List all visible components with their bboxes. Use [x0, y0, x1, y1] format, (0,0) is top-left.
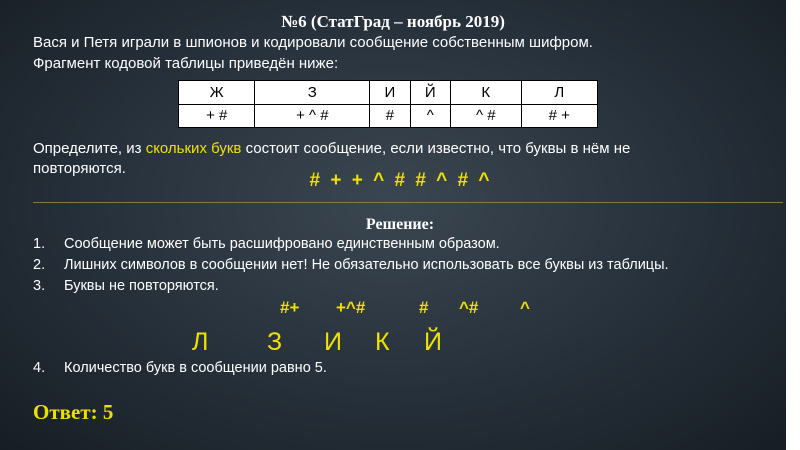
code-group: #: [419, 298, 429, 317]
solution-item: [33, 360, 327, 376]
item-number: 4.: [33, 360, 46, 376]
code-table-codes-row: [179, 104, 598, 128]
code-table: [178, 80, 598, 128]
intro-line-1: Вася и Петя играли в шпионов и кодировали сообщение собственным шифром.: [33, 34, 593, 51]
question-text: Определите, из: [33, 140, 146, 157]
question-line-1: [33, 140, 630, 157]
code-group: #+: [280, 298, 300, 317]
decoded-letter: Л: [192, 328, 209, 356]
letter-cell: И: [370, 81, 410, 105]
letter-cell: Л: [521, 81, 597, 105]
solution-title: Решение:: [365, 216, 435, 233]
code-cell: + ^ #: [255, 104, 370, 128]
letter-cell: З: [255, 81, 370, 105]
decoded-letter: И: [324, 328, 342, 356]
item-number: 1.: [33, 236, 46, 252]
code-cell: ^: [410, 104, 450, 128]
item-text: Буквы не повторяются.: [64, 278, 219, 294]
item-number: 2.: [33, 257, 46, 273]
solution-item: [33, 257, 669, 273]
item-text: Количество букв в сообщении равно 5.: [64, 360, 327, 376]
question-text: состоит сообщение, если известно, что буквы в нём не: [241, 140, 631, 157]
letter-cell: Ж: [179, 81, 255, 105]
item-text: Лишних символов в сообщении нет! Не обязательно использовать все буквы из таблицы.: [64, 257, 669, 273]
code-group: +^#: [336, 298, 366, 317]
code-cell: # +: [521, 104, 597, 128]
right-margin: [786, 0, 800, 450]
code-group: ^#: [459, 298, 479, 317]
answer: Ответ: 5: [33, 400, 114, 424]
letter-cell: К: [451, 81, 522, 105]
solution-item: [33, 278, 219, 294]
divider: [33, 202, 783, 203]
question-line-2: повторяются.: [33, 160, 126, 177]
code-cell: #: [370, 104, 410, 128]
slide-title: №6 (СтатГрад – ноябрь 2019): [281, 12, 505, 31]
code-table-letters-row: [179, 81, 598, 105]
solution-item: [33, 236, 500, 252]
item-number: 3.: [33, 278, 46, 294]
decoded-letter: Й: [424, 328, 442, 356]
cipher-message: # + + ^ # # ^ # ^: [309, 170, 491, 191]
decoded-letter: К: [375, 328, 390, 356]
item-text: Сообщение может быть расшифровано единственным образом.: [64, 236, 500, 252]
intro-line-2: Фрагмент кодовой таблицы приведён ниже:: [33, 55, 339, 72]
letter-cell: Й: [410, 81, 450, 105]
decoded-letter: З: [267, 328, 283, 356]
question-highlight: скольких букв: [145, 140, 242, 157]
code-cell: ^ #: [451, 104, 522, 128]
code-cell: + #: [179, 104, 255, 128]
code-group: ^: [520, 298, 530, 317]
